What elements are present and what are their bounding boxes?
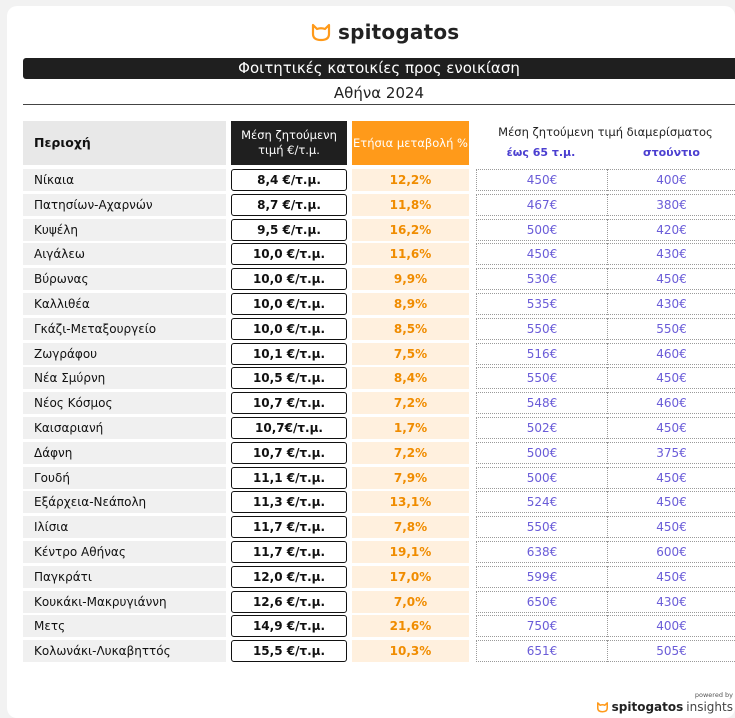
cell-rent-small: 550€ (476, 318, 607, 340)
cell-change: 11,8% (352, 194, 469, 216)
table-row (0, 640, 735, 662)
cell-area: Νέος Κόσμος (23, 392, 226, 414)
cell-change: 19,1% (352, 541, 469, 563)
table-row (0, 591, 735, 613)
cell-rent-studio: 460€ (607, 392, 735, 414)
cell-rent-small: 516€ (476, 343, 607, 365)
cell-area: Εξάρχεια-Νεάπολη (23, 491, 226, 513)
divider (23, 104, 735, 105)
cell-price: 8,7 €/τ.μ. (231, 194, 347, 216)
cell-price: 10,0 €/τ.μ. (231, 268, 347, 290)
cell-rent-studio: 450€ (607, 566, 735, 588)
cell-change: 7,5% (352, 343, 469, 365)
footer (596, 691, 733, 714)
cell-area: Πατησίων-Αχαρνών (23, 194, 226, 216)
footer-brand-name: spitogatos (611, 700, 684, 714)
table-row (0, 467, 735, 489)
cell-area: Νέα Σμύρνη (23, 367, 226, 389)
footer-brand-suffix: insights (686, 700, 733, 714)
cell-rent-studio: 430€ (607, 293, 735, 315)
header-rent-small: έως 65 τ.μ. (506, 146, 576, 159)
cell-area: Καλλιθέα (23, 293, 226, 315)
cell-area: Ιλίσια (23, 516, 226, 538)
cell-area: Βύρωνας (23, 268, 226, 290)
cat-icon (310, 22, 332, 42)
cell-price: 10,0 €/τ.μ. (231, 243, 347, 265)
table-row (0, 491, 735, 513)
cell-rent-studio: 460€ (607, 343, 735, 365)
cell-rent-small: 550€ (476, 516, 607, 538)
cell-rent-small: 500€ (476, 467, 607, 489)
cell-rent-small: 650€ (476, 591, 607, 613)
cell-price: 11,1 €/τ.μ. (231, 467, 347, 489)
footer-powered: powered by (694, 691, 733, 699)
cell-change: 7,9% (352, 467, 469, 489)
cell-change: 13,1% (352, 491, 469, 513)
table-row (0, 442, 735, 464)
cell-change: 12,2% (352, 169, 469, 191)
cell-rent-studio: 600€ (607, 541, 735, 563)
cell-price: 12,0 €/τ.μ. (231, 566, 347, 588)
cell-area: Κολωνάκι-Λυκαβηττός (23, 640, 226, 662)
cell-rent-small: 530€ (476, 268, 607, 290)
cell-change: 8,5% (352, 318, 469, 340)
cell-area: Νίκαια (23, 169, 226, 191)
cell-change: 16,2% (352, 219, 469, 241)
cell-price: 12,6 €/τ.μ. (231, 591, 347, 613)
cell-area: Καισαριανή (23, 417, 226, 439)
cell-price: 10,0 €/τ.μ. (231, 318, 347, 340)
cell-change: 7,8% (352, 516, 469, 538)
cell-change: 9,9% (352, 268, 469, 290)
table-row (0, 194, 735, 216)
cell-rent-small: 467€ (476, 194, 607, 216)
cell-area: Γουδή (23, 467, 226, 489)
cell-change: 10,3% (352, 640, 469, 662)
cell-rent-small: 651€ (476, 640, 607, 662)
cell-area: Δάφνη (23, 442, 226, 464)
cell-price: 9,5 €/τ.μ. (231, 219, 347, 241)
spitogatos-logo (310, 20, 459, 44)
cell-price: 11,3 €/τ.μ. (231, 491, 347, 513)
cell-price: 15,5 €/τ.μ. (231, 640, 347, 662)
cell-rent-studio: 420€ (607, 219, 735, 241)
cell-change: 21,6% (352, 615, 469, 637)
table-row (0, 169, 735, 191)
cell-rent-studio: 450€ (607, 467, 735, 489)
table-row (0, 615, 735, 637)
table-row (0, 343, 735, 365)
cell-area: Κυψέλη (23, 219, 226, 241)
table-row (0, 417, 735, 439)
cell-rent-small: 502€ (476, 417, 607, 439)
cell-area: Αιγάλεω (23, 243, 226, 265)
page-title: Φοιτητικές κατοικίες προς ενοικίαση (23, 58, 735, 79)
cell-rent-studio: 450€ (607, 516, 735, 538)
cell-rent-small: 500€ (476, 442, 607, 464)
cell-area: Ζωγράφου (23, 343, 226, 365)
header-rent-studio: στούντιο (643, 146, 700, 159)
table-row (0, 318, 735, 340)
cell-change: 1,7% (352, 417, 469, 439)
cell-rent-studio: 430€ (607, 591, 735, 613)
page-subtitle: Αθήνα 2024 (333, 84, 425, 102)
cell-rent-small: 535€ (476, 293, 607, 315)
cell-rent-studio: 550€ (607, 318, 735, 340)
cell-area: Κέντρο Αθήνας (23, 541, 226, 563)
cell-rent-small: 500€ (476, 219, 607, 241)
cell-rent-studio: 400€ (607, 169, 735, 191)
cell-price: 8,4 €/τ.μ. (231, 169, 347, 191)
cell-rent-studio: 450€ (607, 417, 735, 439)
cell-rent-small: 550€ (476, 367, 607, 389)
cell-rent-studio: 380€ (607, 194, 735, 216)
cell-rent-small: 750€ (476, 615, 607, 637)
table-row (0, 566, 735, 588)
header-area: Περιοχή (23, 121, 226, 165)
cell-rent-small: 638€ (476, 541, 607, 563)
cell-rent-small: 524€ (476, 491, 607, 513)
cell-rent-small: 450€ (476, 169, 607, 191)
cell-price: 10,7 €/τ.μ. (231, 392, 347, 414)
table-row (0, 268, 735, 290)
header-rent: Μέση ζητούμενη τιμή διαμερίσματος (498, 125, 713, 139)
cell-price: 10,7€/τ.μ. (231, 417, 347, 439)
cell-rent-studio: 430€ (607, 243, 735, 265)
cell-rent-studio: 400€ (607, 615, 735, 637)
cell-rent-studio: 450€ (607, 367, 735, 389)
cell-price: 14,9 €/τ.μ. (231, 615, 347, 637)
header-change: Ετήσια μεταβολή % (352, 121, 469, 165)
cell-change: 7,0% (352, 591, 469, 613)
table-row (0, 367, 735, 389)
footer-brand (596, 700, 733, 714)
table-row (0, 243, 735, 265)
cell-rent-studio: 505€ (607, 640, 735, 662)
cell-rent-studio: 450€ (607, 491, 735, 513)
cell-area: Μετς (23, 615, 226, 637)
cell-change: 8,9% (352, 293, 469, 315)
cell-area: Παγκράτι (23, 566, 226, 588)
cell-price: 10,0 €/τ.μ. (231, 293, 347, 315)
cell-area: Γκάζι-Μεταξουργείο (23, 318, 226, 340)
header-price: Μέση ζητούμενη τιμή €/τ.μ. (231, 121, 347, 165)
table-row (0, 293, 735, 315)
cell-area: Κουκάκι-Μακρυγιάννη (23, 591, 226, 613)
table-row (0, 219, 735, 241)
cell-change: 11,6% (352, 243, 469, 265)
cell-rent-small: 599€ (476, 566, 607, 588)
table-row (0, 392, 735, 414)
table-row (0, 541, 735, 563)
cell-rent-small: 548€ (476, 392, 607, 414)
cell-rent-studio: 450€ (607, 268, 735, 290)
table-row (0, 516, 735, 538)
cell-change: 7,2% (352, 392, 469, 414)
cell-rent-studio: 375€ (607, 442, 735, 464)
cell-price: 11,7 €/τ.μ. (231, 516, 347, 538)
cell-change: 7,2% (352, 442, 469, 464)
cat-icon (596, 701, 609, 713)
cell-price: 11,7 €/τ.μ. (231, 541, 347, 563)
cell-change: 8,4% (352, 367, 469, 389)
cell-price: 10,5 €/τ.μ. (231, 367, 347, 389)
cell-price: 10,7 €/τ.μ. (231, 442, 347, 464)
cell-price: 10,1 €/τ.μ. (231, 343, 347, 365)
cell-change: 17,0% (352, 566, 469, 588)
logo-text: spitogatos (338, 20, 460, 44)
cell-rent-small: 450€ (476, 243, 607, 265)
